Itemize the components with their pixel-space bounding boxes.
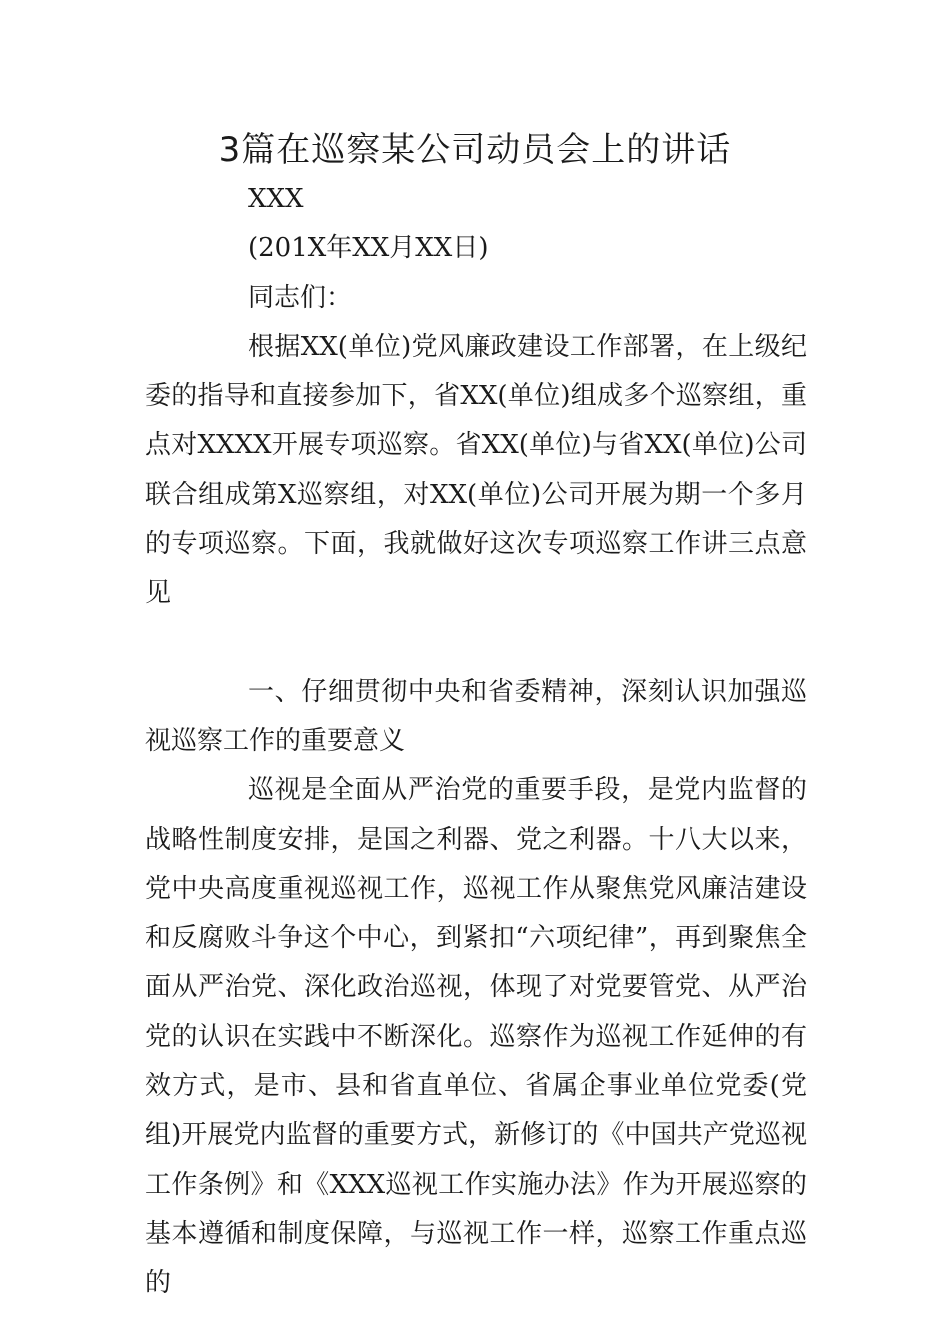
document-title: 3篇在巡察某公司动员会上的讲话 bbox=[218, 130, 732, 170]
paragraph-intro: 根据XX(单位)党风廉政建设工作部署，在上级纪委的指导和直接参加下，省XX(单位)组成多个巡察组，重点对XXXX开展专项巡察。省XX(单位)与省XX(单位)公司联合组成第X巡察组，对XX(单位)公司开展为期一个多月的专项巡察。下面，我就做好这次专项巡察工作讲三点意见 bbox=[145, 331, 807, 609]
salutation: 同志们： bbox=[248, 282, 353, 313]
document-body bbox=[145, 175, 807, 1309]
author-line: XXX bbox=[248, 184, 304, 214]
paragraph-gap bbox=[145, 619, 807, 668]
section-heading-1: 一、仔细贯彻中央和省委精神，深刻认识加强巡视巡察工作的重要意义 bbox=[145, 676, 807, 756]
date-line: (201X年XX月XX日) bbox=[248, 233, 489, 264]
paragraph-section-1: 巡视是全面从严治党的重要手段，是党内监督的战略性制度安排，是国之利器、党之利器。十八大以来，党中央高度重视巡视工作，巡视工作从聚焦党风廉洁建设和反腐败斗争这个中心，到紧扣“六项纪律”，再到聚焦全面从严治党、深化政治巡视，体现了对党要管党、从严治党的认识在实践中不断深化。巡察作为巡视工作延伸的有效方式，是市、县和省直单位、省属企事业单位党委(党组)开展党内监督的重要方式，新修订的《中国共产党巡视工作条例》和《XXX巡视工作实施办法》作为开展巡察的基本遵循和制度保障，与巡视工作一样，巡察工作重点巡的 bbox=[145, 775, 807, 1299]
